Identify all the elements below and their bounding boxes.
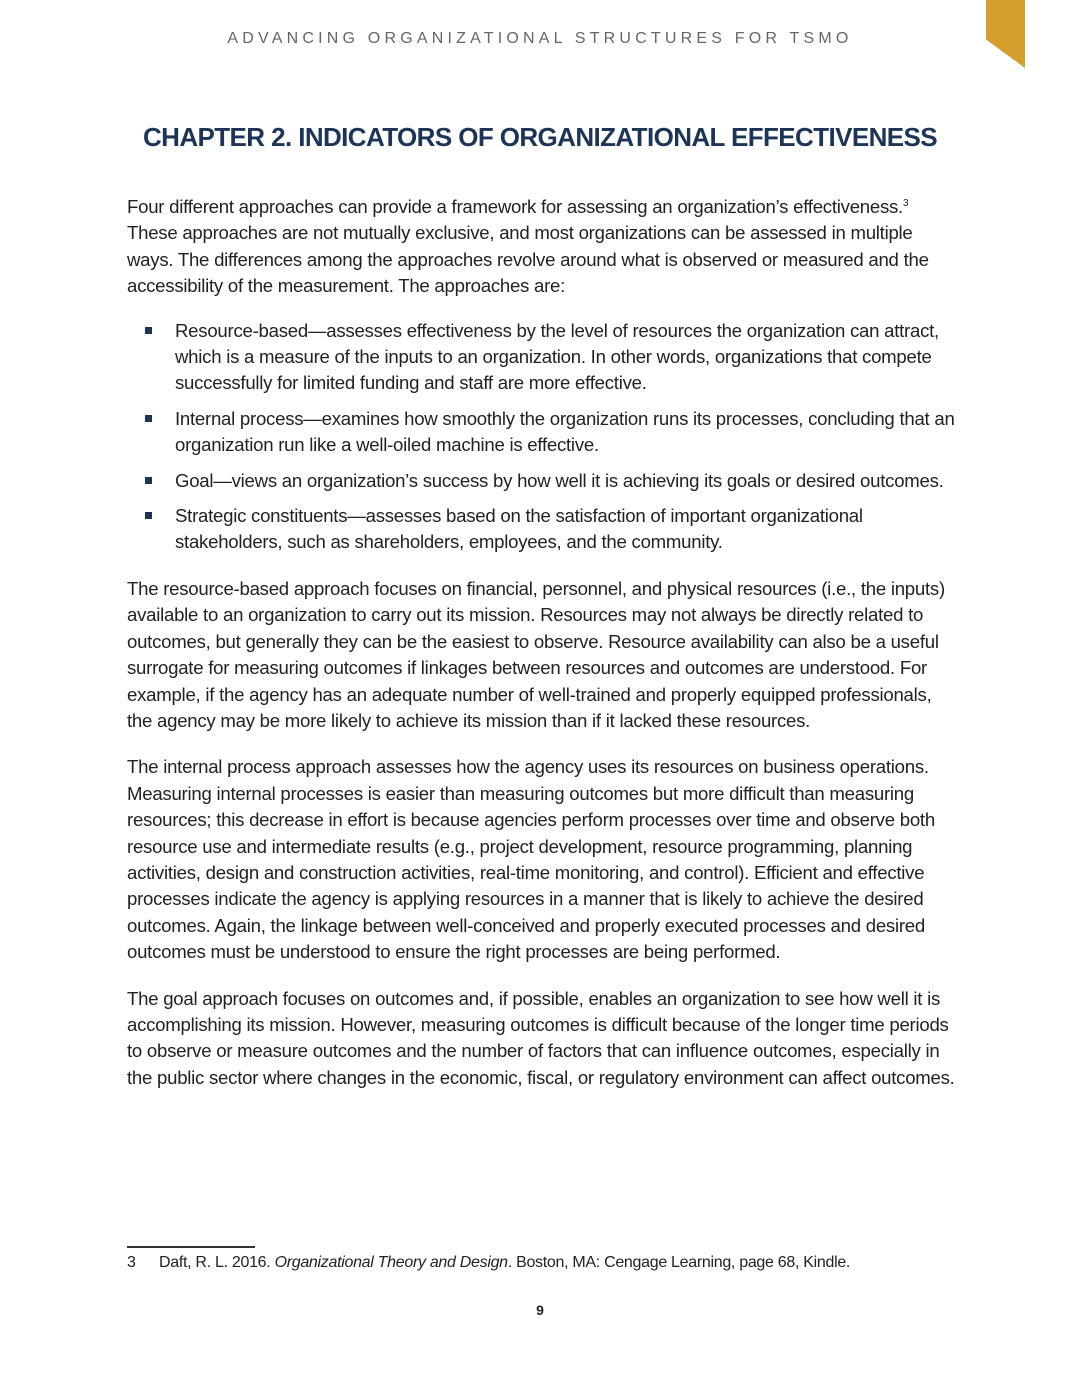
page-number: 9 <box>536 1302 544 1318</box>
list-item-text: Strategic constituents—assesses based on the satisfaction of important organizational stakeholders, such as shareholders, employees, and the community. <box>175 505 863 553</box>
intro-text-cont: These approaches are not mutually exclusive, and most organizations can be assessed in multiple ways. The differences among the approaches revolve around what is observed or measured and the accessibility of the measurement. The approaches are: <box>127 222 929 297</box>
body-content <box>127 194 955 1111</box>
footnote-text-cont: . Boston, MA: Cengage Learning, page 68, Kindle. <box>507 1254 851 1271</box>
intro-text: Four different approaches can provide a framework for assessing an organization’s effectiveness. <box>127 196 903 217</box>
list-item <box>175 406 955 459</box>
list-item <box>175 503 955 556</box>
running-head: ADVANCING ORGANIZATIONAL STRUCTURES FOR TSMO <box>227 30 853 47</box>
footnote-ref[interactable]: 3 <box>902 197 909 209</box>
body-paragraph: The goal approach focuses on outcomes and, if possible, enables an organization to see how well it is accomplishing its mission. However, measuring outcomes is difficult because of the longer time periods to observe or measure outcomes and the number of factors that can influence outcomes, especially in the public sector where changes in the economic, fiscal, or regulatory environment can affect outcomes. <box>127 987 955 1088</box>
footnote-text: Daft, R. L. 2016. <box>159 1254 275 1271</box>
list-item-text: Resource-based—assesses effectiveness by the level of resources the organization can attract, which is a measure of the inputs to an organization. In other words, organizations that compete successfully for limited funding and staff are more effective. <box>175 319 939 394</box>
square-bullet-icon <box>145 512 152 519</box>
square-bullet-icon <box>145 477 152 484</box>
body-paragraph: The resource-based approach focuses on financial, personnel, and physical resources (i.e., the inputs) available to an organization to carry out its mission. Resources may not always be directly related to outcomes, but generally they can be the easiest to observe. Resource availability can also be a useful surrogate for measuring outcomes if linkages between resources and outcomes are understood. For example, if the agency has an adequate number of well-trained and properly equipped professionals, the agency may be more likely to achieve its mission than if it lacked these resources. <box>127 577 945 731</box>
intro-paragraph <box>127 194 955 300</box>
list-item <box>175 468 955 494</box>
square-bullet-icon <box>145 327 152 334</box>
square-bullet-icon <box>145 415 152 422</box>
chapter-title: CHAPTER 2. INDICATORS OF ORGANIZATIONAL EFFECTIVENESS <box>143 122 937 152</box>
list-item-text: Goal—views an organization’s success by how well it is achieving its goals or desired outcomes. <box>175 469 944 491</box>
body-paragraph: The internal process approach assesses how the agency uses its resources on business operations. Measuring internal processes is easier than measuring outcomes but more difficult than measuring resources; this decrease in effort is because agencies perform processes over time and observe both resource use and intermediate results (e.g., project development, resource programming, planning activities, design and construction activities, real-time monitoring, and control). Efficient and effective processes indicate the agency is applying resources in a manner that is likely to achieve the desired outcomes. Again, the linkage between well-conceived and properly executed processes and desired outcomes must be understood to ensure the right processes are being performed. <box>127 756 935 963</box>
list-item-text: Internal process—examines how smoothly the organization runs its processes, concluding that an organization run like a well-oiled machine is effective. <box>175 407 955 456</box>
footnote-book-title: Organizational Theory and Design <box>274 1254 508 1271</box>
footnote <box>127 1254 850 1272</box>
list-item <box>175 318 955 397</box>
footnote-number: 3 <box>127 1254 136 1271</box>
approaches-list <box>127 318 955 556</box>
footnote-divider <box>127 1246 255 1248</box>
